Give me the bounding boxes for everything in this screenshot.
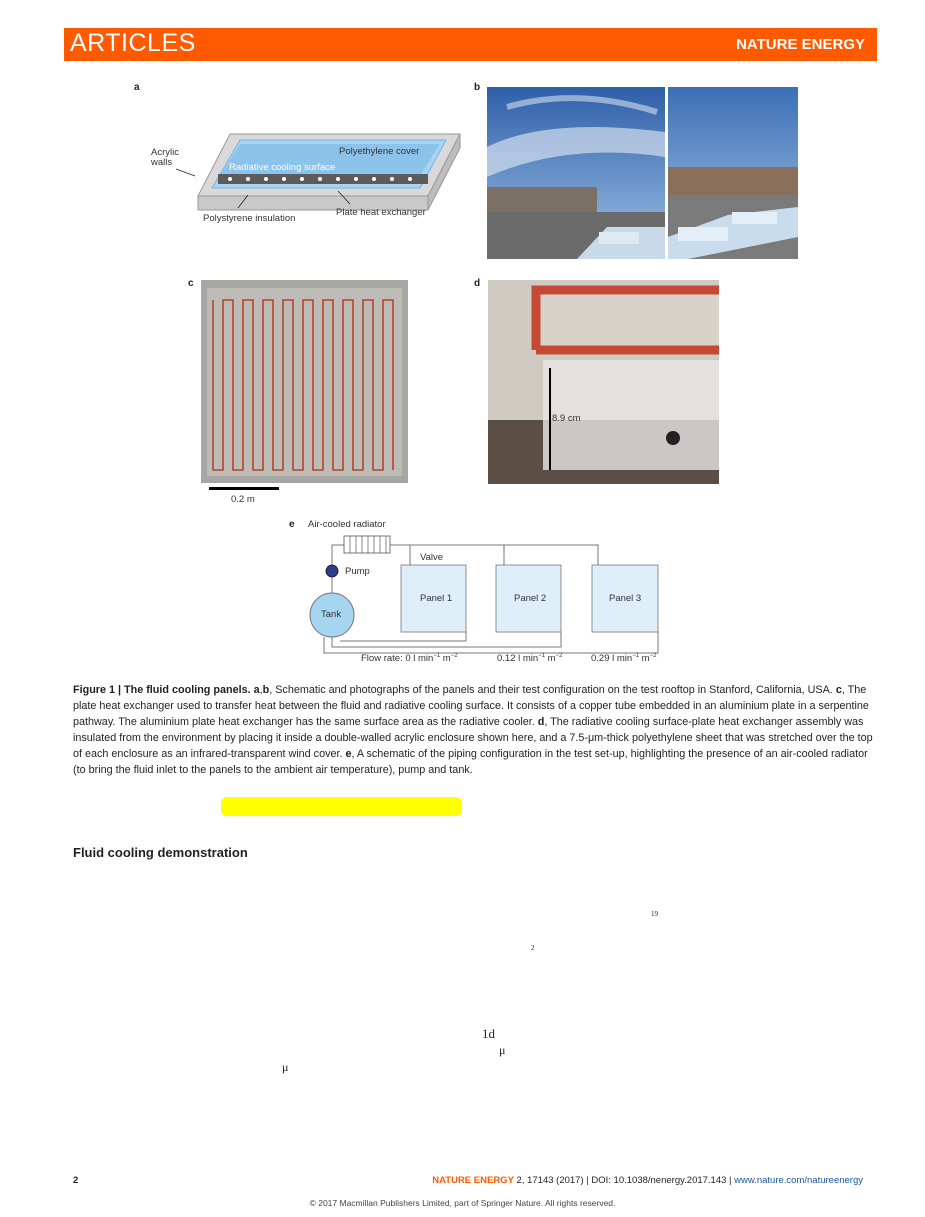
panel-2-label: Panel 2 bbox=[514, 593, 547, 604]
panel-label-e: e bbox=[289, 519, 295, 530]
valve-label: Valve bbox=[420, 552, 444, 563]
polystyrene-label: Polystyrene insulation bbox=[203, 213, 296, 224]
stray-ref-2: 2 bbox=[531, 944, 535, 952]
pump-label: Pump bbox=[345, 566, 370, 577]
acrylic-walls-label: Acrylic walls bbox=[151, 147, 179, 168]
scale-bar-label: 0.2 m bbox=[231, 494, 255, 505]
height-label: 8.9 cm bbox=[552, 413, 581, 424]
section-title: Fluid cooling demonstration bbox=[73, 845, 248, 860]
panel-1-label: Panel 1 bbox=[420, 593, 453, 604]
tank-label: Tank bbox=[321, 609, 342, 620]
rooftop-photo-1 bbox=[487, 87, 665, 259]
panel-label-d: d bbox=[474, 278, 481, 289]
yellow-highlight bbox=[221, 797, 462, 816]
journal-url-link[interactable]: www.nature.com/natureenergy bbox=[734, 1175, 863, 1186]
scale-bar bbox=[209, 487, 279, 490]
journal-name: NATURE ENERGY bbox=[736, 36, 865, 53]
heat-exchanger-photo bbox=[201, 280, 408, 483]
section-label: ARTICLES bbox=[70, 29, 196, 57]
panel-label-a: a bbox=[134, 82, 140, 93]
page-number: 2 bbox=[73, 1175, 79, 1186]
footer-citation: NATURE ENERGY 2, 17143 (2017) | DOI: 10.1038/nenergy.2017.143 | www.nature.com/natureenergy bbox=[432, 1175, 863, 1186]
polyethylene-cover-label: Polyethylene cover bbox=[339, 146, 420, 157]
stray-mu-2: μ bbox=[282, 1060, 289, 1074]
copyright-notice: © 2017 Macmillan Publishers Limited, part of Springer Nature. All rights reserved. bbox=[309, 1198, 616, 1208]
stray-ref-1d: 1d bbox=[482, 1026, 495, 1041]
stray-mu-1: μ bbox=[499, 1043, 506, 1057]
flow-rate-2: 0.12 l $\min^{-1} m^{-2}$ bbox=[497, 653, 563, 665]
figure-caption: Figure 1 | The fluid cooling panels. a,b, Schematic and photographs of the panels and their test configuration on the test rooftop in Stanford, California, USA. c, The plate heat exchanger used to transfer heat between the fluid and radiative cooling surface. It consists of a copper tube embedded in an aluminium plate in a serpentine pathway. The aluminium plate heat exchanger has the same surface area as the radiative cooler. d, The radiative cooling surface-plate heat exchanger assembly was insulated from the environment by placing it inside a double-walled acrylic enclosure shown here, and a 7.5-μm-thick polyethylene sheet that was stretched over the top of each enclosure as an infrared-transparent wind cover. e, A schematic of the piping configuration in the test set-up, highlighting the presence of an air-cooled radiator (to bring the fluid inlet to the panels to the ambient air temperature), pump and tank. bbox=[73, 684, 873, 776]
stray-ref-19: 19 bbox=[651, 910, 658, 918]
rooftop-photo-2 bbox=[668, 87, 798, 259]
radiator-label: Air-cooled radiator bbox=[308, 519, 386, 530]
radiative-surface-label: Radiative cooling surface bbox=[229, 162, 336, 173]
journal-header-bar bbox=[64, 28, 877, 61]
flow-rate-3: 0.29 l $\min^{-1} m^{-2}$ bbox=[591, 653, 657, 665]
plate-heat-exchanger-label: Plate heat exchanger bbox=[336, 207, 426, 218]
page-footer bbox=[73, 1175, 863, 1186]
panel-3-label: Panel 3 bbox=[609, 593, 642, 604]
flow-rate-1: Flow rate: 0 l $\min^{-1} m^{-2}$ bbox=[361, 653, 458, 665]
panel-label-c: c bbox=[188, 278, 194, 289]
panel-label-b: b bbox=[474, 82, 481, 93]
acrylic-enclosure-photo bbox=[488, 280, 719, 484]
